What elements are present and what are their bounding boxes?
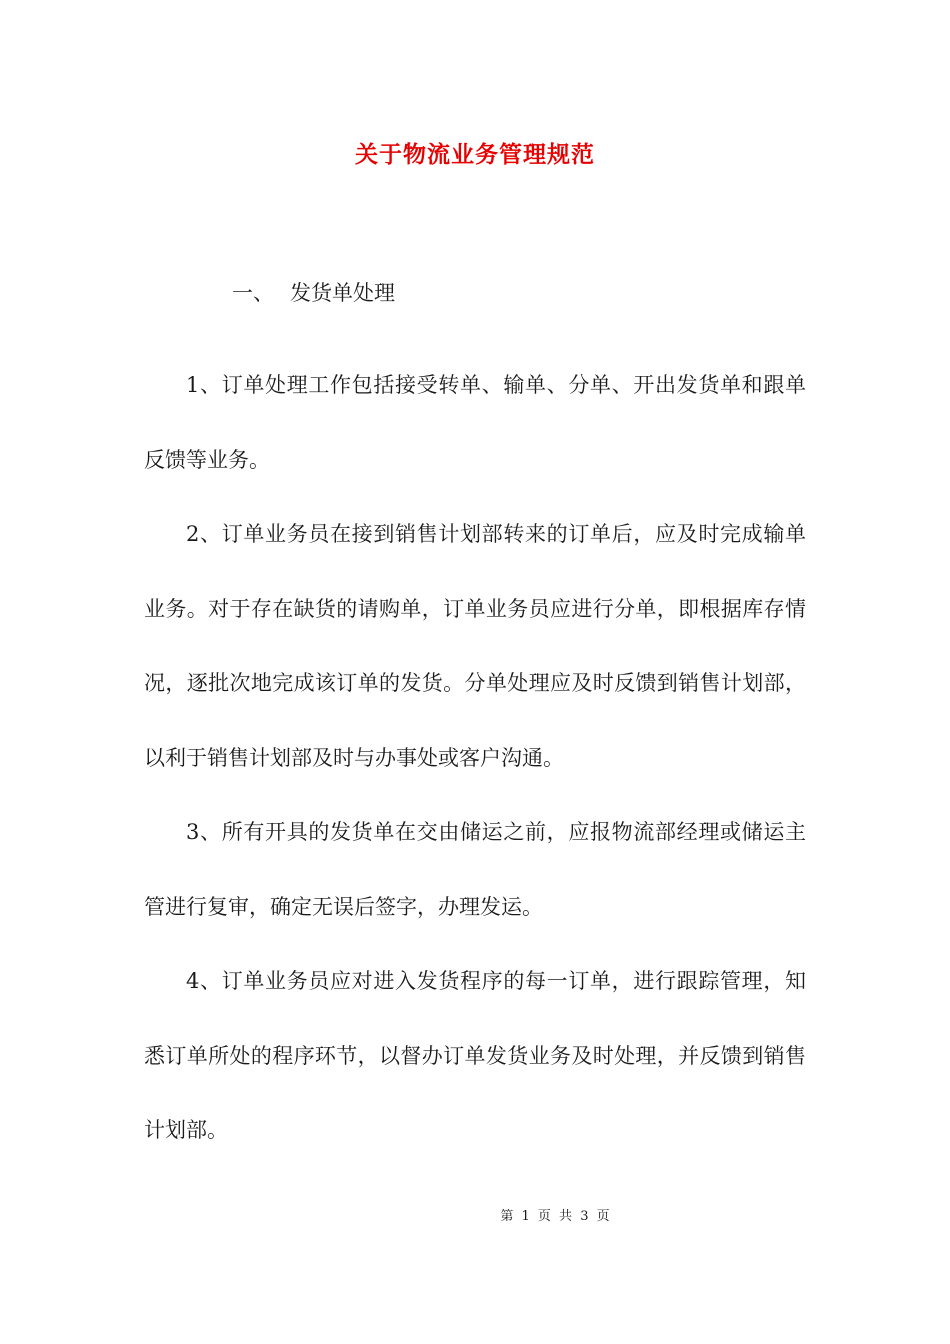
paragraph-3: 3、所有开具的发货单在交由储运之前，应报物流部经理或储运主管进行复审，确定无误后签字，办理发运。	[144, 820, 806, 919]
section-label: 发货单处理	[290, 281, 395, 305]
document-body	[144, 348, 806, 1168]
paragraph-2: 2、订单业务员在接到销售计划部转来的订单后，应及时完成输单业务。对于存在缺货的请购单，订单业务员应进行分单，即根据库存情况，逐批次地完成该订单的发货。分单处理应及时反馈到销售计划部，以利于销售计划部及时与办事处或客户沟通。	[144, 522, 806, 770]
section-heading	[232, 278, 395, 308]
page-number-footer: 第 1 页 共 3 页	[500, 1209, 610, 1224]
document-title: 关于物流业务管理规范	[355, 141, 595, 168]
paragraph-1: 1、订单处理工作包括接受转单、输单、分单、开出发货单和跟单反馈等业务。	[144, 373, 806, 472]
paragraph-4: 4、订单业务员应对进入发货程序的每一订单，进行跟踪管理，知悉订单所处的程序环节，以督办订单发货业务及时处理，并反馈到销售计划部。	[144, 969, 806, 1142]
section-number: 一、	[232, 281, 274, 305]
